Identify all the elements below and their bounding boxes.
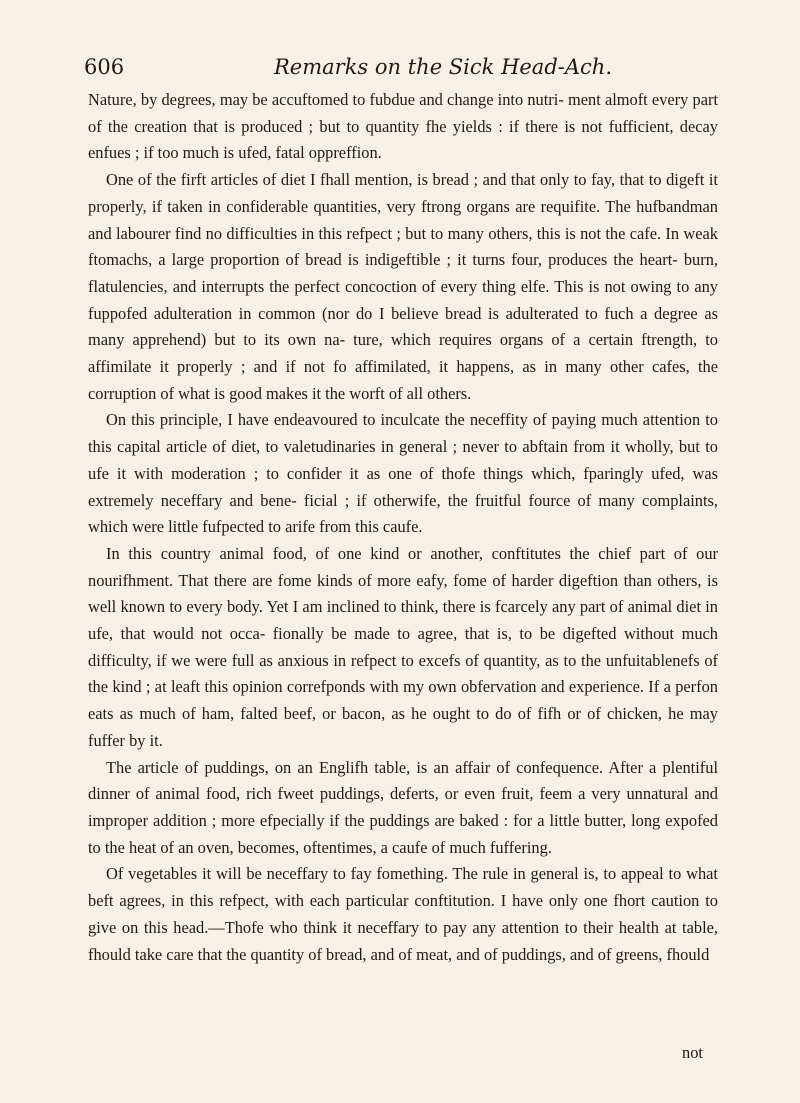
body-text xyxy=(88,87,718,968)
page-header xyxy=(84,55,724,85)
page-number: 606 xyxy=(84,55,125,79)
paragraph: In this country animal food, of one kind or another, conftitutes the chief part of our nourifhment. That there are fome kinds of more eafy, fome of harder digeftion than others, is well known to every body. Yet I am inclined to think, there is fcarcely any part of animal diet in ufe, that would not occa- fionally be made to agree, that is, to be digefted without much difficulty, if we were full as anxious in refpect to excefs of quantity, as to the unfuitablenefs of the kind ; at leaft this opinion correfponds with my own obfervation and experience. If a perfon eats as much of ham, falted beef, or bacon, as he ought to do of fifh or of chicken, he may fuffer by it. xyxy=(88,543,718,750)
paragraph: Nature, by degrees, may be accuftomed to fubdue and change into nutri- ment almoft every part of the creation that is produced ; but to quantity fhe yields : if there is not fufficient, decay enfues ; if too much is ufed, fatal oppreffion. xyxy=(88,90,718,163)
paragraph: One of the firft articles of diet I fhall mention, is bread ; and that only to fay, that to digeft it properly, if taken in confiderable quantities, very ftrong organs are requifite. The hufbandman and labourer find no difficulties in this refpect ; but to many others, this is not the cafe. In weak ftomachs, a large proportion of bread is indigeftible ; it turns four, produces the heart- burn, flatulencies, and interrupts the perfect concoction of every thing elfe. This is not owing to any fuppofed adulteration in common (nor do I believe bread is adulterated to fuch a degree as many apprehend) but to its own na- ture, which requires organs of a certain ftrength, to affimilate it properly ; and if not fo affimilated, it happens, as in many other cafes, the corruption of what is good makes it the worft of all others. xyxy=(88,170,718,403)
paragraph: On this principle, I have endeavoured to inculcate the neceffity of paying much attention to this capital article of diet, to valetudinaries in general ; never to abftain from it wholly, but to ufe it with moderation ; to confider it as one of thofe things which, fparingly ufed, was extremely neceffary and bene- ficial ; if otherwife, the fruitful fource of many complaints, which were little fufpected to arife from this caufe. xyxy=(88,410,718,537)
catchword: not xyxy=(682,1043,703,1062)
paragraph: Of vegetables it will be neceffary to fay fomething. The rule in general is, to appeal to what beft agrees, in this refpect, with each particular conftitution. I have only one fhort caution to give on this head.—Thofe who think it neceffary to pay any attention to their health at table, fhould take care that the quantity of bread, and of meat, and of puddings, and of greens, fhould xyxy=(88,864,718,964)
paragraph: The article of puddings, on an Englifh table, is an affair of confequence. After a plentiful dinner of animal food, rich fweet puddings, deferts, or even fruit, feem a very unnatural and improper addition ; more efpecially if the puddings are baked : for a little butter, long expofed to the heat of an oven, becomes, oftentimes, a caufe of much fuffering. xyxy=(88,757,718,857)
running-head: Remarks on the Sick Head-Ach. xyxy=(274,55,612,79)
